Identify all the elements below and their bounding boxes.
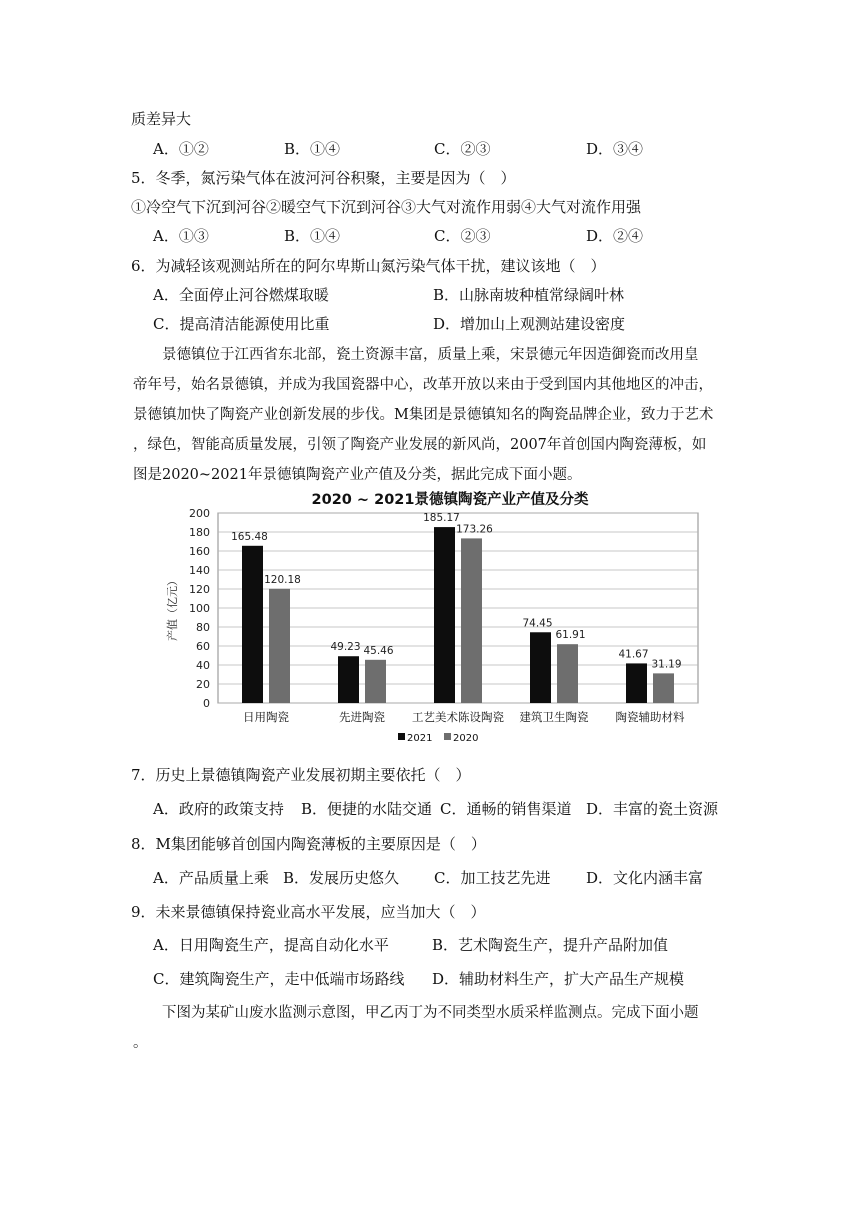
chart-title: 2020 ~ 2021景德镇陶瓷产业产值及分类 (311, 492, 589, 508)
x-category-label: 工艺美术陈设陶瓷 (412, 710, 504, 724)
x-category-label: 建筑卫生陶瓷 (519, 710, 589, 724)
bar-2021 (626, 663, 647, 703)
data-label: 31.19 (651, 658, 682, 671)
y-tick-label: 20 (196, 678, 210, 691)
q7-stem: 7．历史上景德镇陶瓷产业发展初期主要依托（ ） (131, 766, 471, 784)
passage-line: 帝年号，始名景德镇，并成为我国瓷器中心，改革开放以来由于受到国内其他地区的冲击， (133, 377, 713, 393)
passage-line: 景德镇位于江西省东北部，瓷土资源丰富，质量上乘，宋景德元年因造御瓷而改用皇 (133, 347, 699, 363)
q7-option-b: B．便捷的水陆交通 (301, 800, 433, 818)
q9-option-b: B．艺术陶瓷生产，提升产品附加值 (432, 936, 669, 954)
y-tick-label: 120 (189, 583, 210, 596)
q5-option-b: B．①④ (284, 227, 341, 245)
q6-stem: 6．为减轻该观测站所在的阿尔卑斯山氮污染气体干扰，建议该地（ ） (131, 257, 606, 275)
q9-option-a: A．日用陶瓷生产，提高自动化水平 (153, 936, 389, 954)
data-label: 165.48 (231, 530, 268, 543)
q5-option-c: C．②③ (434, 227, 491, 245)
bar-2020 (653, 673, 674, 703)
q9-option-d: D．辅助材料生产，扩大产品生产规模 (432, 970, 685, 988)
bar-2021 (242, 546, 263, 703)
q6-option-c: C．提高清洁能源使用比重 (153, 315, 330, 333)
q4-option-b: B．①④ (284, 140, 341, 158)
passage-line: ，绿色，智能高质量发展，引领了陶瓷产业发展的新风尚，2007年首创国内陶瓷薄板，如 (133, 437, 707, 453)
y-tick-label: 60 (196, 640, 210, 653)
q7-option-c: C．通畅的销售渠道 (440, 800, 572, 818)
bar-2020 (365, 660, 386, 703)
data-label: 49.23 (330, 641, 361, 654)
data-label: 185.17 (423, 512, 460, 525)
q8-stem: 8．M集团能够首创国内陶瓷薄板的主要原因是（ ） (131, 835, 486, 853)
bar-2021 (434, 527, 455, 703)
passage-line: 图是2020~2021年景德镇陶瓷产业产值及分类，据此完成下面小题。 (133, 467, 582, 483)
data-label: 74.45 (522, 617, 553, 630)
chart-canvas (160, 484, 740, 759)
q7-option-a: A．政府的政策支持 (153, 800, 284, 818)
q8-option-b: B．发展历史悠久 (283, 869, 400, 887)
ceramics-output-chart (160, 484, 720, 759)
y-tick-label: 180 (189, 526, 210, 539)
legend-label: 2021 (407, 733, 433, 744)
data-label: 120.18 (264, 573, 301, 586)
y-tick-label: 0 (203, 697, 210, 710)
legend-label: 2020 (453, 733, 479, 744)
y-axis-label: 产值（亿元） (166, 575, 179, 641)
q9-stem: 9．未来景德镇保持瓷业高水平发展，应当加大（ ） (131, 903, 486, 921)
passage-jingdezhen (133, 340, 738, 490)
data-label: 41.67 (618, 648, 649, 661)
q8-option-c: C．加工技艺先进 (434, 869, 551, 887)
q9-option-c: C．建筑陶瓷生产，走中低端市场路线 (153, 970, 405, 988)
q6-option-a: A．全面停止河谷燃煤取暖 (153, 286, 329, 304)
y-tick-label: 40 (196, 659, 210, 672)
passage-line: 景德镇加快了陶瓷产业创新发展的步伐。M集团是景德镇知名的陶瓷品牌企业，致力于艺术 (133, 407, 714, 423)
q7-option-d: D．丰富的瓷土资源 (586, 800, 719, 818)
y-tick-label: 80 (196, 621, 210, 634)
bar-2020 (269, 589, 290, 703)
q5-option-a: A．①③ (153, 227, 209, 245)
y-tick-label: 160 (189, 545, 210, 558)
passage-line: 下图为某矿山废水监测示意图，甲乙丙丁为不同类型水质采样监测点。完成下面小题 (133, 1005, 699, 1021)
q8-option-d: D．文化内涵丰富 (586, 869, 704, 887)
q6-option-b: B．山脉南坡种植常绿阔叶林 (433, 286, 625, 304)
q5-stem: 5．冬季，氮污染气体在波河河谷积聚，主要是因为（ ） (131, 169, 516, 187)
q6-option-d: D．增加山上观测站建设密度 (433, 315, 626, 333)
passage-line: 。 (133, 1035, 148, 1051)
x-category-label: 日用陶瓷 (243, 710, 289, 724)
q5-option-d: D．②④ (586, 227, 644, 245)
bar-2020 (461, 538, 482, 703)
data-label: 45.46 (363, 644, 394, 657)
data-label: 173.26 (456, 523, 493, 536)
y-tick-label: 100 (189, 602, 210, 615)
x-category-label: 先进陶瓷 (339, 710, 385, 724)
passage-mine-wastewater (133, 998, 753, 1058)
legend-swatch (444, 733, 451, 740)
x-category-label: 陶瓷辅助材料 (615, 710, 685, 724)
q4-option-a: A．①② (153, 140, 209, 158)
y-tick-label: 140 (189, 564, 210, 577)
bar-2020 (557, 644, 578, 703)
prev-question-tail: 质差异大 (131, 110, 192, 128)
q4-option-d: D．③④ (586, 140, 644, 158)
q5-items: ①冷空气下沉到河谷②暖空气下沉到河谷③大气对流作用弱④大气对流作用强 (131, 198, 642, 216)
q8-option-a: A．产品质量上乘 (153, 869, 269, 887)
data-label: 61.91 (555, 629, 586, 642)
q4-option-c: C．②③ (434, 140, 491, 158)
bar-2021 (338, 656, 359, 703)
legend-swatch (398, 733, 405, 740)
y-tick-label: 200 (189, 507, 210, 520)
bar-2021 (530, 632, 551, 703)
